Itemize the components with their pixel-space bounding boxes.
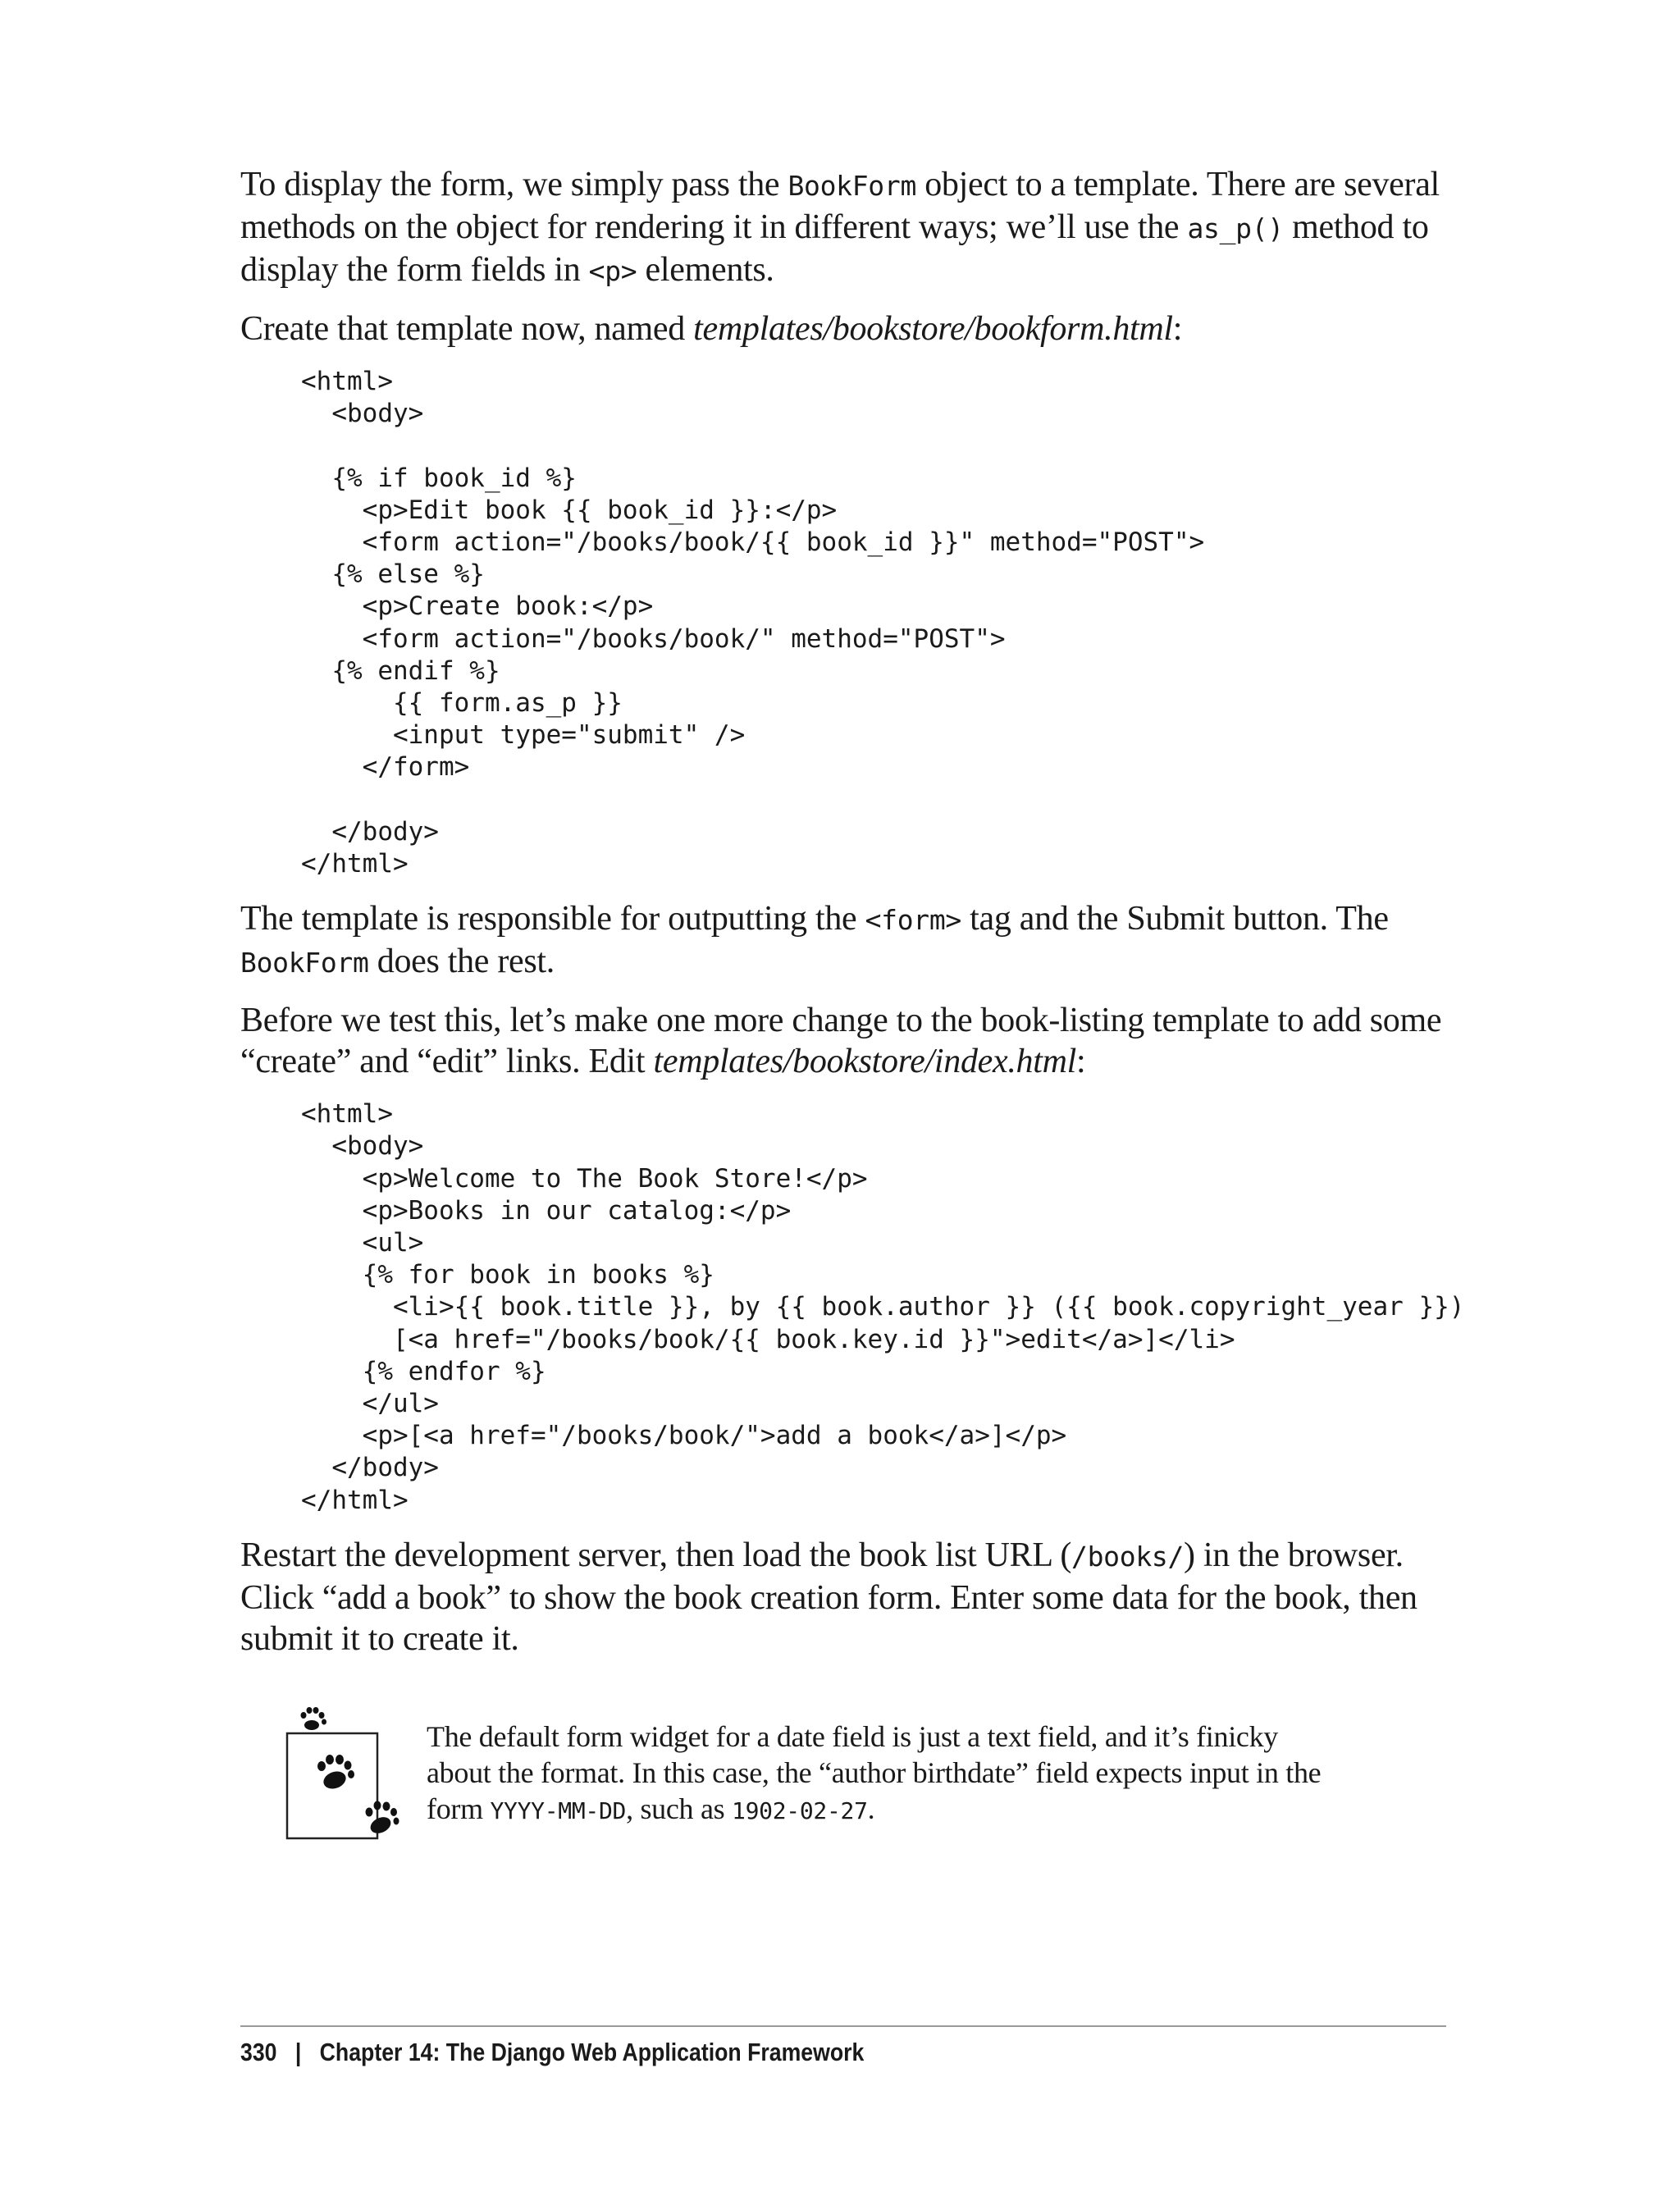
inline-code-bookform: BookForm (240, 947, 369, 979)
text-span: Before we test this, let’s make one more change to the book-listing template to add some “create” and “edit” links. Edit (240, 1002, 1442, 1081)
text-span: ) in the browser. Click “add a book” to show the book creation form. Enter some data for the book, then submit it to create it. (240, 1536, 1418, 1658)
text-span: , such as (626, 1792, 733, 1825)
paragraph-before-test (240, 1000, 1446, 1082)
paragraph-create-template (240, 308, 1446, 349)
text-span: The template is responsible for outputting the (240, 900, 865, 938)
text-span: : (1172, 310, 1183, 348)
paragraph-restart-server (240, 1535, 1446, 1659)
text-span: method to display the form fields in (240, 208, 1429, 289)
code-block-bookform-template: <html> <body> {% if book_id %} <p>Edit book {{ book_id }}:</p> <form action="/books/book/{{ book_id }}" method="POST"> {% else %} <p>Create book:</p> <form action="/books/book/" method="POST"> {% endif %} {{ form.as_p }} <input type="submit" /> </form> </body> </html> (301, 367, 1205, 879)
inline-code-form-tag: <form> (865, 904, 961, 937)
code-block-index-template: <html> <body> <p>Welcome to The Book Store!</p> <p>Books in our catalog:</p> <ul> {% for book in books %} <li>{{ book.title }}, by {{ book.author }} ({{ book.copyright_year }}) [<a href="/books/book/{{ book.key.id }}">edit</a>]</li> {% endfor %} </ul> <p>[<a href="/books/book/">add a book</a>]</p> </body> </html> (301, 1099, 1465, 1515)
inline-code-books-url: /books/ (1071, 1540, 1185, 1573)
tip-note (240, 1702, 1446, 1842)
text-span: Restart the development server, then load the book list URL ( (240, 1536, 1072, 1574)
page-footer (240, 2034, 864, 2070)
paragraph-template-responsible (240, 898, 1446, 984)
chapter-title: Chapter 14: The Django Web Application Framework (319, 2038, 865, 2066)
text-span: : (1076, 1043, 1086, 1081)
inline-code-date-example: 1902-02-27 (732, 1796, 868, 1824)
page-number: 330 (240, 2038, 277, 2066)
text-span: To display the form, we simply pass the (240, 166, 788, 203)
raccoon-tracks-icon (285, 1702, 409, 1842)
footer-separator: | (294, 2038, 302, 2066)
paragraph-display-form (240, 164, 1446, 292)
page-content (240, 164, 1465, 1842)
text-span: The default form widget for a date field is just a text field, and it’s finicky about the format. In this case, the “author birthdate” field expects input in the form (427, 1719, 1322, 1825)
inline-code-p-tag: <p> (588, 255, 637, 287)
text-span: . (867, 1792, 875, 1825)
text-span: tag and the Submit button. The (961, 900, 1389, 938)
text-span: elements. (637, 251, 774, 289)
inline-code-bookform: BookForm (788, 170, 917, 202)
text-span: object to a template. There are several methods on the object for rendering it in different ways; we’ll use the (240, 166, 1440, 246)
footer-divider (240, 2025, 1446, 2027)
text-span: does the rest. (368, 943, 555, 981)
inline-code-as-p: as_p() (1187, 212, 1284, 244)
tip-note-text (427, 1719, 1329, 1829)
file-path-index: templates/bookstore/index.html (653, 1043, 1077, 1081)
file-path-bookform: templates/bookstore/bookform.html (693, 310, 1173, 348)
text-span: Create that template now, named (240, 310, 694, 348)
inline-code-date-format: YYYY-MM-DD (490, 1796, 627, 1824)
